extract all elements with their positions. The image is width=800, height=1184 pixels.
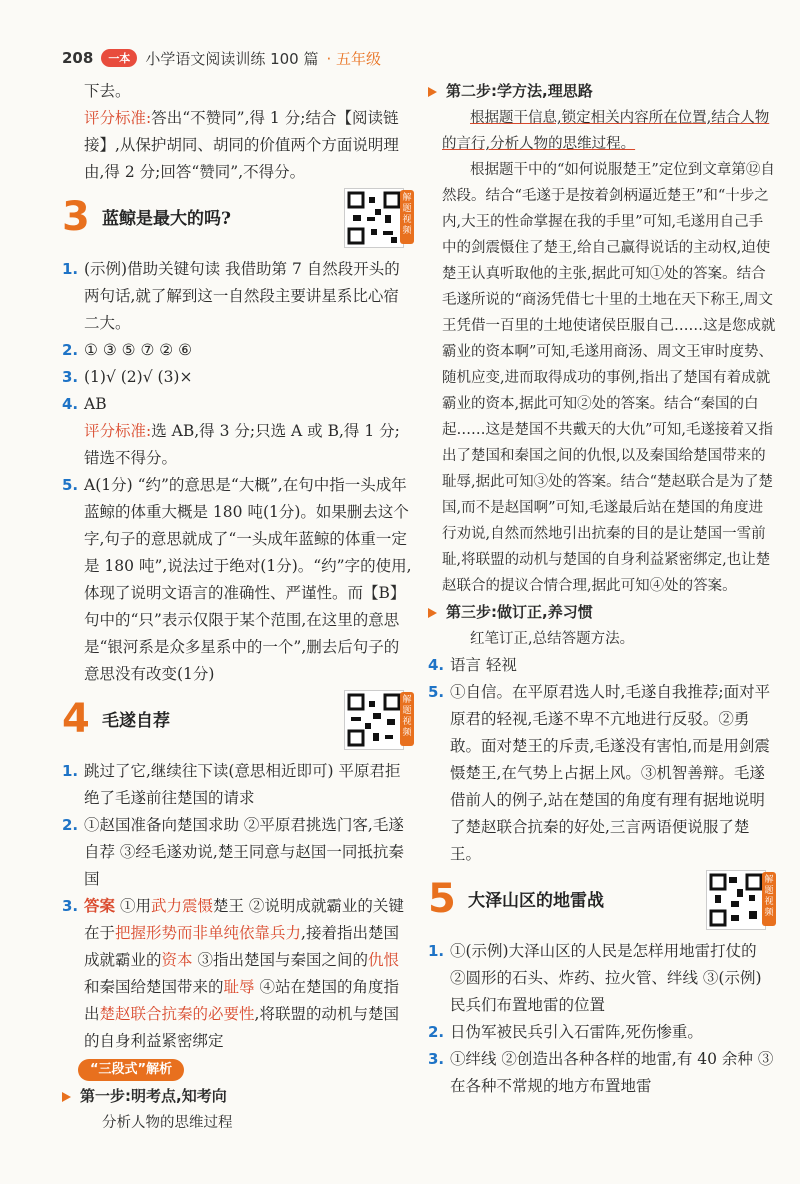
page-header (62, 46, 381, 70)
step-text: 分析人物的思维过程 (102, 1115, 233, 1131)
book-title: 小学语文阅读训练 100 篇 (145, 49, 319, 68)
left-column (62, 78, 414, 1136)
section-number: 4 (62, 696, 90, 742)
arrow-icon (428, 608, 437, 618)
qr-code-icon (344, 690, 404, 750)
list-item: 4. 语言 轻视 (428, 656, 517, 674)
brand-logo: 一本 (101, 49, 137, 67)
list-item: 5. ①自信。在平原君选人时,毛遂自我推荐;面对平原君的轻视,毛遂不卑不亢地进行反驳。②勇敢。面对楚王的斥责,毛遂没有害怕,而是用剑震慑楚王,在气势上占据上风。③机智善辩。毛遂借前人的例子,站在楚国的角度有理有据地说明了楚赵联合抗秦的好处,三言两语便说服了楚王。 (428, 683, 771, 863)
step-heading: 第三步:做订正,养习惯 (428, 599, 776, 626)
arrow-icon (428, 87, 437, 97)
step-text: 红笔订正,总结答题方法。 (470, 631, 635, 647)
section-title: 毛遂自荐 (102, 711, 170, 731)
scoring-note: 评分标准:选 AB,得 3 分;只选 A 或 B,得 1 分;错选不得分。 (84, 422, 400, 467)
video-tag: 解题视频 (400, 190, 414, 244)
step-heading: 第一步:明考点,知考向 (62, 1083, 414, 1110)
scoring-label: 评分标准: (84, 109, 152, 127)
list-item: 2. ① ③ ⑤ ⑦ ② ⑥ (62, 341, 193, 359)
qr-code-icon (706, 870, 766, 930)
right-column (428, 78, 776, 1100)
section-4-heading (62, 694, 414, 752)
section-title: 大泽山区的地雷战 (468, 891, 604, 911)
section-number: 3 (62, 194, 90, 240)
list-item: 2. 日伪军被民兵引入石雷阵,死伤惨重。 (428, 1023, 703, 1041)
qr-code[interactable] (344, 188, 414, 250)
step-heading: 第二步:学方法,理思路 (428, 78, 776, 105)
continued-text: 下去。 (84, 82, 131, 100)
list-item: 4. AB (62, 395, 107, 413)
video-tag: 解题视频 (400, 692, 414, 746)
list-item: 2. ①赵国准备向楚国求助 ②平原君挑选门客,毛遂自荐 ③经毛遂劝说,楚王同意与赵国一同抵抗秦国 (62, 816, 404, 888)
qr-code[interactable] (706, 870, 776, 932)
list-item: 1. 跳过了它,继续往下读(意思相近即可) 平原君拒绝了毛遂前往楚国的请求 (62, 762, 401, 807)
qr-code[interactable] (344, 690, 414, 752)
step-body: 根据题干中的“如何说服楚王”定位到文章第⑫自然段。结合“毛遂于是按着剑柄逼近楚王”和“十步之内,大王的性命掌握在我的手里”可知,毛遂用自己手中的剑震慑住了楚王,给自己赢得说话的主动权,迫使楚王认真听取他的主张,据此可知①处的答案。结合毛遂所说的“商汤凭借七十里的土地在天下称王,周文王凭借一百里的土地使诸侯臣服自己……这是您成就霸业的资本啊”可知,毛遂用商汤、周文王审时度势、随机应变,进而取得成功的事例,指出了楚国有着成就霸业的资本,据此可知②处的答案。结合“秦国的白起……这是楚国不共戴天的大仇”可知,毛遂接着又指出了楚国和秦国之间的仇恨,以及秦国给楚国带来的耻辱,据此可知③处的答案。结合“楚赵联合是为了楚国,而不是赵国啊”可知,毛遂最后站在楚国的角度进行劝说,自然而然地引出抗秦的目的是让楚国一雪前耻,将联盟的动机与楚国的自身利益紧密绑定,也让楚赵联合的提议合情合理,据此可知④处的答案。 (442, 162, 776, 594)
scoring-note: 评分标准:答出“不赞同”,得 1 分;结合【阅读链接】,从保护胡同、胡同的价值两个方面说明理由,得 2 分;回答“赞同”,不得分。 (84, 109, 399, 181)
arrow-icon (62, 1092, 71, 1102)
section-title: 蓝鲸是最大的吗? (102, 209, 231, 229)
list-item: 1. (示例)借助关键句读 我借助第 7 自然段开头的两句话,就了解到这一自然段主要讲星系比心宿二大。 (62, 260, 400, 332)
answer-label: 答案 (84, 897, 116, 915)
list-item: 3. ①绊线 ②创造出各种各样的地雷,有 40 余种 ③在各种不常规的地方布置地雷 (428, 1050, 774, 1095)
page-number: 208 (62, 49, 94, 67)
list-item: 3. 答案 ①用武力震慑楚王 ②说明成就霸业的关键在于把握形势而非单纯依靠兵力,接着指出楚国成就霸业的资本 ③指出楚国与秦国之间的仇恨和秦国给楚国带来的耻辱 ④站在楚国的角度指出楚赵联合抗秦的必要性,将联盟的动机与楚国的自身利益紧密绑定 (62, 897, 404, 1050)
list-item: 5. A(1分) “约”的意思是“大概”,在句中指一头成年蓝鲸的体重大概是 180 吨(1分)。如果删去这个字,句子的意思就成了“一头成年蓝鲸的体重一定是 180 吨”,说法过于绝对(1分)。“约”字的使用,体现了说明文语言的准确性、严谨性。而【B】句中的“只”表示仅限于某个范围,在这里的意思是“银河系是众多星系中的一个”,删去后句子的意思没有改变(1分) (62, 476, 412, 683)
qr-code-icon (344, 188, 404, 248)
analysis-badge: “三段式”解析 (78, 1059, 184, 1081)
section-5-heading (428, 874, 776, 932)
video-tag: 解题视频 (762, 872, 776, 926)
list-item: 3. (1)√ (2)√ (3)× (62, 368, 193, 386)
section-number: 5 (428, 876, 456, 922)
grade-label: · 五年级 (326, 49, 382, 68)
section-3-heading (62, 192, 414, 250)
list-item: 1. ①(示例)大泽山区的人民是怎样用地雷打仗的 ②圆形的石头、炸药、拉火管、绊线 ③(示例)民兵们布置地雷的位置 (428, 942, 762, 1014)
step-lead: 根据题干信息,锁定相关内容所在位置,结合人物的言行,分析人物的思维过程。 (442, 110, 770, 152)
